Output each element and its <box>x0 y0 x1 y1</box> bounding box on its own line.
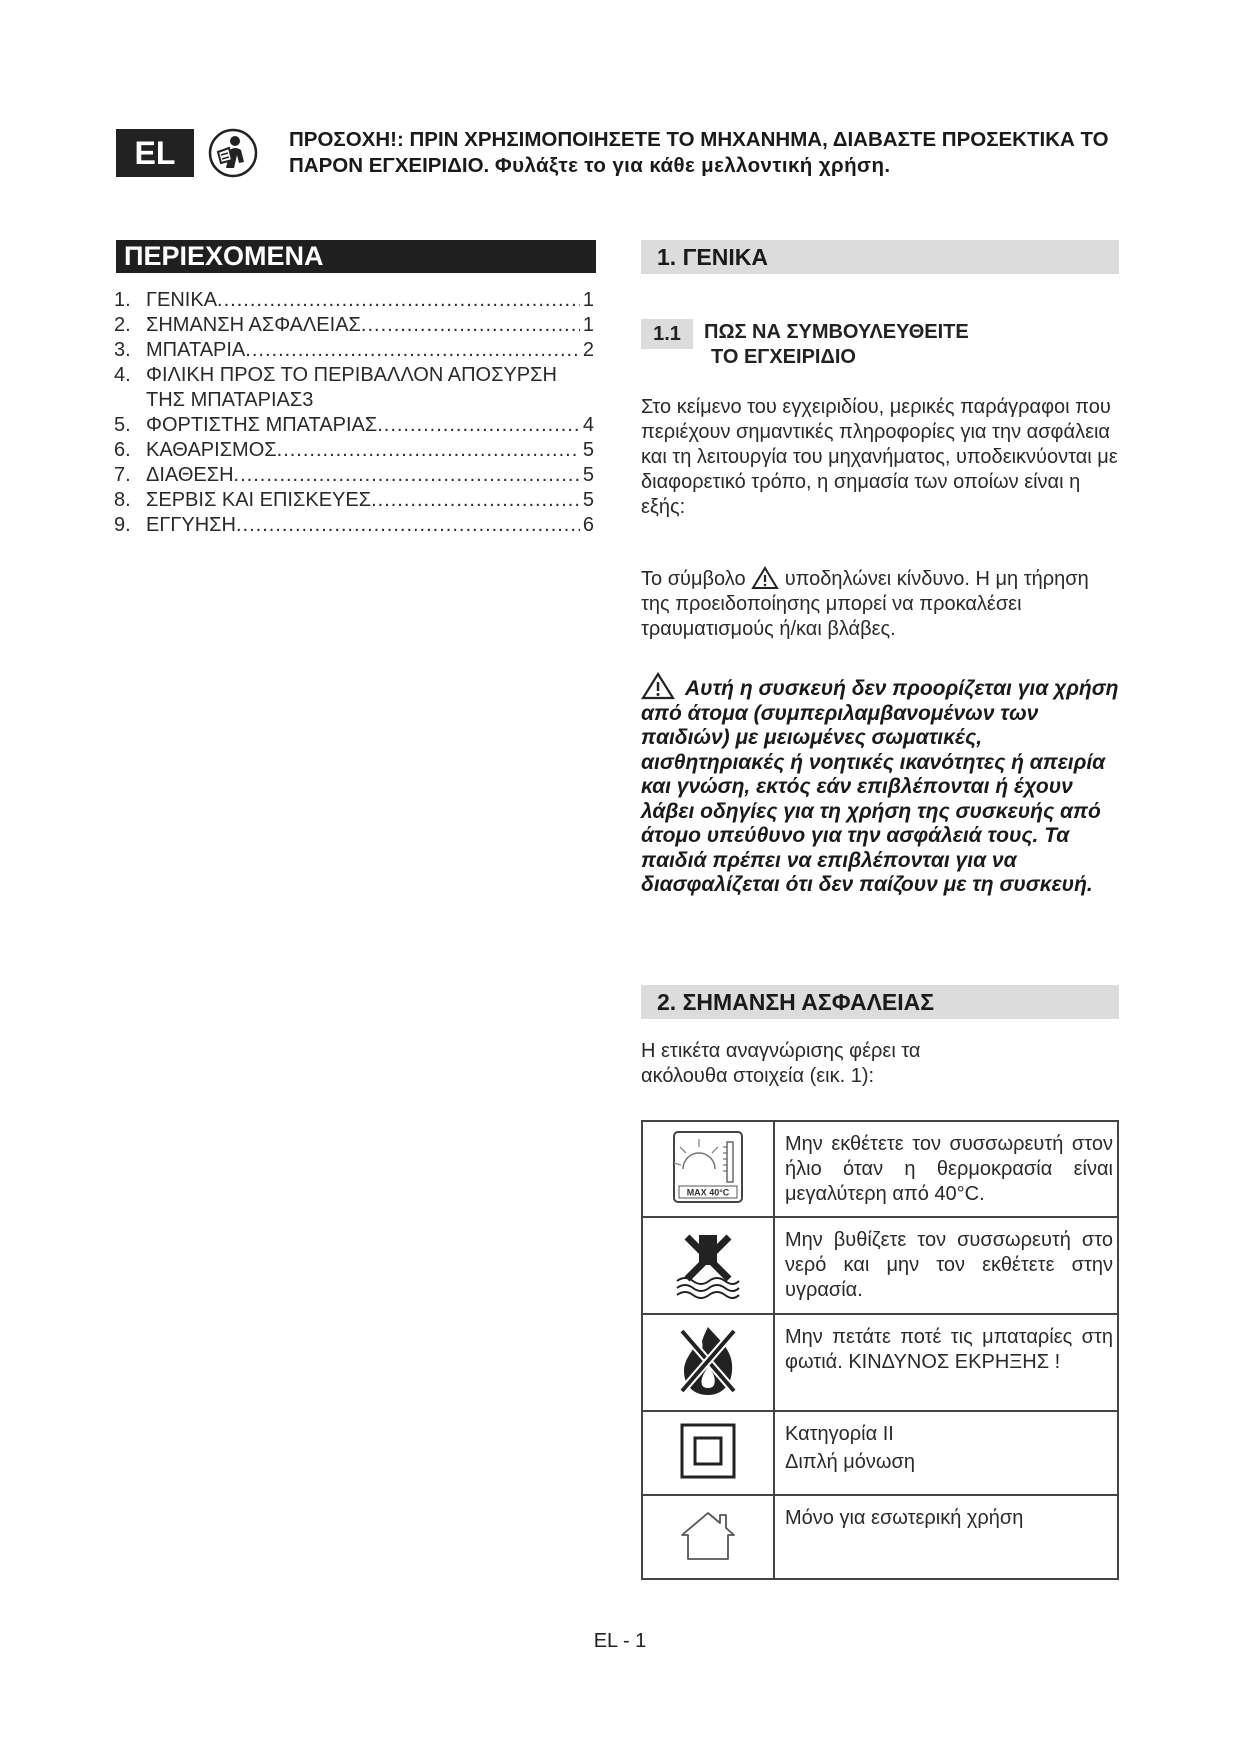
symbol-description: Μην βυθίζετε τον συσσωρευτή στο νερό και μην τον εκθέτετε στην υγρασία. <box>774 1217 1118 1314</box>
symbol-description: Μην εκθέτετε τον συσσωρευτή στον ήλιο όταν η θερμοκρασία είναι μεγαλύτερη από 40°C. <box>774 1121 1118 1217</box>
safety-symbols-table <box>641 1120 1119 1580</box>
danger-text-a: Το σύμβολο <box>641 568 746 590</box>
toc-item-number: 5. <box>114 414 131 436</box>
toc-item-page: 5 <box>582 439 594 461</box>
danger-symbol-paragraph <box>641 566 1121 642</box>
toc-item-title-cont: ΤΗΣ ΜΠΑΤΑΡΙΑΣ <box>146 389 303 411</box>
toc-item-page: 3 <box>302 389 314 411</box>
danger-text-b: υποδηλώνει κίνδυνο. Η μη τήρηση της προειδοποίησης μπορεί να προκαλέσει τραυματισμούς ή/και βλάβες. <box>641 568 1089 640</box>
sun-max-temperature-icon <box>671 1129 745 1205</box>
toc-item-page: 6 <box>582 514 594 536</box>
no-water-icon <box>673 1227 743 1299</box>
class-ii-double-insulation-icon <box>678 1421 738 1481</box>
subsection-title <box>704 320 1104 370</box>
toc-item-title: ΣΕΡΒΙΣ ΚΑΙ ΕΠΙΣΚΕΥΕΣ <box>146 489 372 511</box>
toc-item-title: ΓΕΝΙΚΑ <box>146 289 218 311</box>
table-row <box>642 1217 1118 1314</box>
toc-item-page: 2 <box>582 339 594 361</box>
toc-item[interactable] <box>114 513 594 538</box>
warning-text: Αυτή η συσκευή δεν προορίζεται για χρήση από άτομα (συμπεριλαμβανομένων των παιδιών) με μειωμένες σωματικές, αισθητηριακές ή νοητικές ικανότητες ή απειρία και γνώση, εκτός εάν επιβλέπονται ή έχουν λάβει οδηγίες για τη χρήση της συσκευής από άτομο υπεύθυνο για την ασφάλειά τους. Τα παιδιά πρέπει να επιβλέπονται για να διασφαλίζεται ότι δεν παίζουν με τη συσκευή. <box>641 677 1119 896</box>
subsection-title-line-2: ΤΟ ΕΓΧΕΙΡΙΔΙΟ <box>711 346 856 368</box>
table-row <box>642 1121 1118 1217</box>
toc-item-number: 4. <box>114 364 131 386</box>
section-1-heading: 1. ΓΕΝΙΚΑ <box>641 240 1119 274</box>
warning-bold-text: ΠΡΟΣΟΧΗ!: ΠΡΙΝ ΧΡΗΣΙΜΟΠΟΙΗΣΕΤΕ ΤΟ ΜΗΧΑΝΗΜΑ, ΔΙΑΒΑΣΤΕ ΠΡΟΣΕΚΤΙΚΑ ΤΟ ΠΑΡΟΝ ΕΓΧΕΙΡΙΔΙΟ. <box>289 128 1109 177</box>
subsection-title-line-1: ΠΩΣ ΝΑ ΣΥΜΒΟΥΛΕΥΘΕΙΤΕ <box>704 321 969 343</box>
toc-item-number: 2. <box>114 314 131 336</box>
symbol-description-line-1: Κατηγορία II <box>785 1423 894 1445</box>
toc-item-title: ΦΟΡΤΙΣΤΗΣ ΜΠΑΤΑΡΙΑΣ <box>146 414 378 436</box>
warning-paragraph <box>641 672 1121 898</box>
symbol-description: Μόνο για εσωτερική χρήση <box>774 1495 1118 1579</box>
toc-item-title: ΕΓΓΥΗΣΗ <box>146 514 236 536</box>
toc-item-number: 1. <box>114 289 131 311</box>
toc-item-title: ΚΑΘΑΡΙΣΜΟΣ <box>146 439 277 461</box>
toc-item[interactable] <box>114 438 594 463</box>
toc-item-page: 5 <box>582 489 594 511</box>
section-2-intro: Η ετικέτα αναγνώρισης φέρει τα ακόλουθα στοιχεία (εικ. 1): <box>641 1040 921 1087</box>
toc-item[interactable] <box>114 288 594 313</box>
max-temp-label: MAX 40°C <box>686 1187 730 1197</box>
section-2-heading: 2. ΣΗΜΑΝΣΗ ΑΣΦΑΛΕΙΑΣ <box>641 985 1119 1019</box>
subsection-number: 1.1 <box>641 319 693 349</box>
page-number: EL - 1 <box>593 1630 647 1652</box>
toc-item-title: ΜΠΑΤΑΡΙΑ <box>146 339 246 361</box>
table-row <box>642 1495 1118 1579</box>
toc-item-number: 8. <box>114 489 131 511</box>
toc-item-number: 9. <box>114 514 131 536</box>
toc-heading: ΠΕΡΙΕΧΟΜΕΝΑ <box>116 240 596 273</box>
intro-paragraph: Στο κείμενο του εγχειριδίου, μερικές παράγραφοι που περιέχουν σημαντικές πληροφορίες για την ασφάλεια και τη λειτουργία του μηχανήματος, υποδεικνύονται με διαφορετικό τρόπο, η σημασία των οποίων είναι η εξής: <box>641 396 1118 518</box>
no-fire-icon <box>676 1323 740 1397</box>
toc-item[interactable] <box>114 488 594 513</box>
toc-item[interactable] <box>114 313 594 338</box>
toc-item-page: 1 <box>582 314 594 336</box>
symbol-description-line-2: Διπλή μόνωση <box>785 1451 916 1473</box>
toc-item[interactable] <box>114 338 594 363</box>
table-row <box>642 1314 1118 1411</box>
toc-item-page: 1 <box>582 289 594 311</box>
toc-item-number: 3. <box>114 339 131 361</box>
table-row <box>642 1411 1118 1495</box>
toc-item[interactable] <box>114 413 594 438</box>
toc-item-title: ΔΙΑΘΕΣΗ <box>146 464 234 486</box>
toc-item-number: 6. <box>114 439 131 461</box>
toc-item-page: 5 <box>582 464 594 486</box>
warning-triangle-icon <box>751 566 779 590</box>
toc-item-continuation[interactable] <box>146 388 594 413</box>
read-manual-warning <box>289 127 1149 179</box>
toc-item-title: ΦΙΛΙΚΗ ΠΡΟΣ ΤΟ ΠΕΡΙΒΑΛΛΟΝ ΑΠΟΣΥΡΣΗ <box>146 364 557 386</box>
language-badge: EL <box>116 129 194 177</box>
toc-item[interactable] <box>114 363 594 388</box>
toc-item-page: 4 <box>582 414 594 436</box>
toc-item-title: ΣΗΜΑΝΣΗ ΑΣΦΑΛΕΙΑΣ <box>146 314 361 336</box>
toc-item[interactable] <box>114 463 594 488</box>
read-manual-icon <box>208 128 258 178</box>
warning-triangle-icon <box>641 672 675 700</box>
warning-tail-text: Φυλάξτε το για κάθε μελλοντική χρήση. <box>494 154 891 177</box>
toc-item-number: 7. <box>114 464 131 486</box>
indoor-use-house-icon <box>676 1507 740 1563</box>
symbol-description: Μην πετάτε ποτέ τις μπαταρίες στη φωτιά. ΚΙΝΔΥΝΟΣ ΕΚΡΗΞΗΣ ! <box>774 1314 1118 1411</box>
